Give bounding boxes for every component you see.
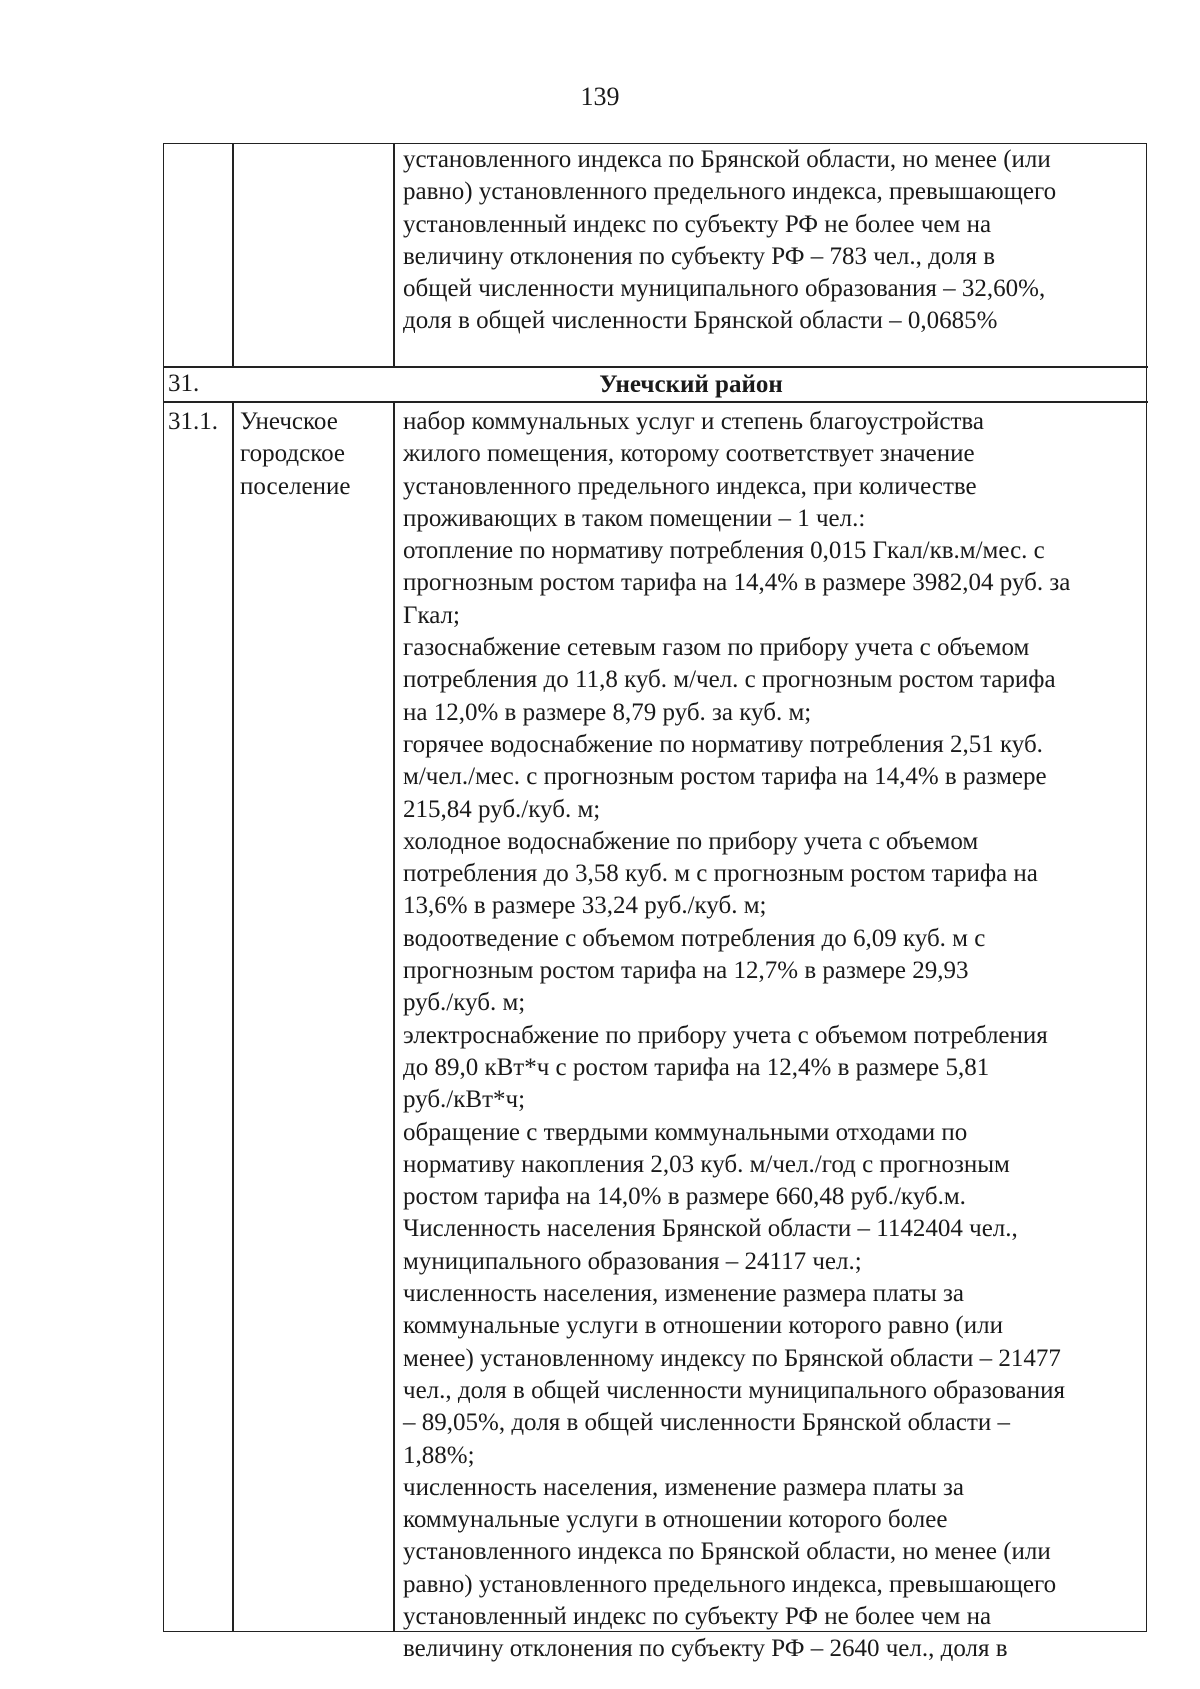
- column-divider-2: [393, 144, 395, 367]
- row-divider: [164, 401, 1148, 403]
- entry-municipality: Унечское городское поселение: [240, 408, 351, 500]
- tariff-table: [163, 143, 1147, 1663]
- section-number: 31.: [168, 370, 200, 397]
- column-divider-1: [232, 402, 234, 1631]
- continuation-row-text: установленного индекса по Брянской области, но менее (или равно) установленного предельного индекса, превышающего установленный индекс по субъекту РФ не более чем на величину отклонения по субъекту РФ – 783 чел., доля в общей численности муниципального образования – 32,60%, доля в общей численности Брянской области – 0,0685%: [403, 146, 1057, 335]
- entry-number: 31.1.: [168, 408, 218, 435]
- page-number: 139: [580, 82, 620, 111]
- column-divider-1: [232, 144, 234, 367]
- row-divider: [164, 366, 1148, 368]
- entry-text: набор коммунальных услуг и степень благоустройства жилого помещения, которому соответствует значение установленного предельного индекса, при количестве проживающих в таком помещении – 1 чел.: отопление по нормативу потребления 0,015 Гкал/кв.м/мес. с прогнозным ростом тарифа на 14,4% в размере 3982,04 руб. за Гкал; газоснабжение сетевым газом по прибору учета с объемом потребления до 11,8 куб. м/чел. с прогнозным ростом тарифа на 12,0% в размере 8,79 руб. за куб. м; горячее водоснабжение по нормативу потребления 2,51 куб. м/чел./мес. с прогнозным ростом тарифа на 14,4% в размере 215,84 руб./куб. м; холодное водоснабжение по прибору учета с объемом потребления до 3,58 куб. м с прогнозным ростом тарифа на 13,6% в размере 33,24 руб./куб. м; водоотведение с объемом потребления до 6,09 куб. м с прогнозным ростом тарифа на 12,7% в размере 29,93 руб./куб. м; электроснабжение по прибору учета с объемом потребления до 89,0 кВт*ч с ростом тарифа на 12,4% в размере 5,81 руб./кВт*ч; обращение с твердыми коммунальными отходами по нормативу накопления 2,03 куб. м/чел./год с прогнозным ростом тарифа на 14,0% в размере 660,48 руб./куб.м. Численность населения Брянской области – 1142404 чел., муниципального образования – 24117 чел.; численность населения, изменение размера платы за коммунальные услуги в отношении которого равно (или менее) установленному индексу по Брянской области – 21477 чел., доля в общей численности муниципального образования – 89,05%, доля в общей численности Брянской области – 1,88%; численность населения, изменение размера платы за коммунальные услуги в отношении которого более установленного индекса по Брянской области, но менее (или равно) установленного предельного индекса, превышающего установленный индекс по субъекту РФ не более чем на величину отклонения по субъекту РФ – 2640 чел., доля в: [403, 408, 1071, 1663]
- section-title: Унечский район: [599, 371, 783, 398]
- column-divider-2: [393, 402, 395, 1631]
